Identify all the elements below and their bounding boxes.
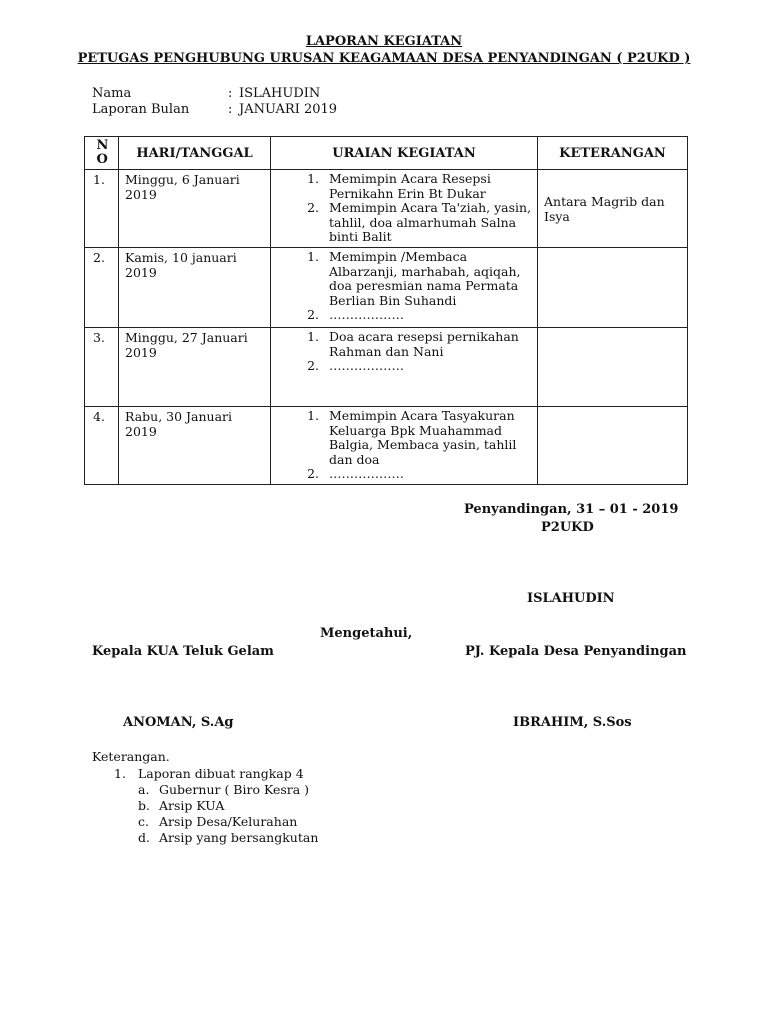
notes-subitem: Arsip KUA [159, 798, 225, 813]
village-head-name: IBRAHIM, S.Sos [513, 715, 632, 730]
kua-head-name: ANOMAN, S.Ag [123, 715, 234, 730]
notes-subitem-marker: c. [138, 814, 149, 829]
table-row [85, 328, 688, 407]
place-date: Penyandingan, 31 – 01 - 2019 [464, 502, 679, 517]
row-activities [271, 328, 538, 407]
row-note: Antara Magrib dan Isya [538, 170, 688, 248]
row-date: Rabu, 30 Januari 2019 [119, 407, 271, 485]
activity-item: 2. ……………… [323, 467, 533, 482]
row-date: Minggu, 27 Januari 2019 [119, 328, 271, 407]
name-separator: : [228, 86, 233, 101]
row-activities [271, 248, 538, 328]
reporter-role: P2UKD [541, 520, 594, 535]
notes-subitem-marker: d. [138, 830, 150, 845]
activity-item: 2. ……………… [323, 308, 533, 323]
activity-item: 1. Doa acara resepsi pernikahan Rahman dan Nani [323, 330, 533, 359]
month-label: Laporan Bulan [92, 102, 190, 117]
row-note [538, 328, 688, 407]
row-date: Minggu, 6 Januari 2019 [119, 170, 271, 248]
activity-item: 2. Memimpin Acara Ta'ziah, yasin, tahlil, doa almarhumah Salna binti Balit [323, 201, 533, 245]
notes-subitem: Gubernur ( Biro Kesra ) [159, 782, 310, 797]
activity-table [84, 136, 688, 485]
reporter-name: ISLAHUDIN [527, 591, 615, 606]
row-no: 2. [85, 248, 119, 328]
table-row [85, 407, 688, 485]
notes-subitem-marker: a. [138, 782, 150, 797]
acknowledged-label: Mengetahui, [320, 626, 413, 641]
row-no: 4. [85, 407, 119, 485]
activity-item: 1. Memimpin /Membaca Albarzanji, marhabah, aqiqah, doa peresmian nama Permata Berlian Bin Suhandi [323, 250, 533, 308]
header-activity: URAIAN KEGIATAN [271, 137, 538, 170]
row-no: 1. [85, 170, 119, 248]
row-activities [271, 170, 538, 248]
header-note: KETERANGAN [538, 137, 688, 170]
activity-item: 1. Memimpin Acara Tasyakuran Keluarga Bpk Muahammad Balgia, Membaca yasin, tahlil dan doa [323, 409, 533, 467]
village-head-title: PJ. Kepala Desa Penyandingan [465, 644, 687, 659]
month-value: JANUARI 2019 [239, 102, 338, 117]
row-note [538, 248, 688, 328]
row-activities [271, 407, 538, 485]
notes-subitem: Arsip Desa/Kelurahan [159, 814, 298, 829]
notes-heading: Keterangan. [92, 749, 170, 764]
table-row [85, 248, 688, 328]
report-subtitle: PETUGAS PENGHUBUNG URUSAN KEAGAMAAN DESA PENYANDINGAN ( P2UKD ) [77, 51, 691, 66]
activity-item: 2. ……………… [323, 359, 533, 374]
name-value: ISLAHUDIN [239, 86, 321, 101]
kua-head-title: Kepala KUA Teluk Gelam [92, 644, 274, 659]
notes-subitem-marker: b. [138, 798, 150, 813]
table-header-row [85, 137, 688, 170]
row-date: Kamis, 10 januari 2019 [119, 248, 271, 328]
report-title: LAPORAN KEGIATAN [305, 34, 463, 49]
header-date: HARI/TANGGAL [119, 137, 271, 170]
row-no: 3. [85, 328, 119, 407]
row-note [538, 407, 688, 485]
activity-item: 1. Memimpin Acara Resepsi Pernikahn Erin Bt Dukar [323, 172, 533, 201]
notes-item-number: 1. [114, 766, 126, 781]
table-row [85, 170, 688, 248]
notes-item: Laporan dibuat rangkap 4 [138, 766, 304, 781]
header-no: N O [85, 137, 119, 170]
notes-subitem: Arsip yang bersangkutan [159, 830, 319, 845]
name-label: Nama [92, 86, 132, 101]
month-separator: : [228, 102, 233, 117]
